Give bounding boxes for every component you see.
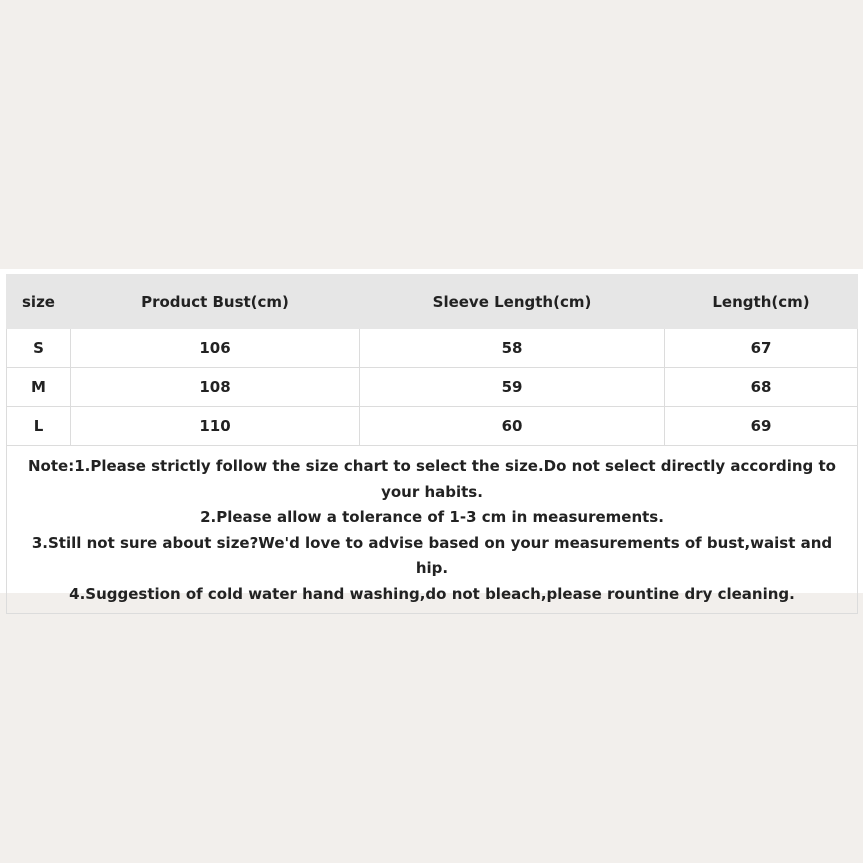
size-chart-table xyxy=(6,274,858,614)
notes-cell xyxy=(7,446,858,614)
cell-sleeve-length: 60 xyxy=(360,407,665,446)
note-line-3: 3.Still not sure about size?We'd love to advise based on your measurements of bust,waist and hip. xyxy=(31,533,833,577)
cell-product-bust: 108 xyxy=(71,368,360,407)
header-size: size xyxy=(7,275,71,329)
cell-length: 67 xyxy=(665,329,858,368)
note-line-1: Note:1.Please strictly follow the size chart to select the size.Do not select directly according to your habits. xyxy=(28,457,836,501)
cell-length: 69 xyxy=(665,407,858,446)
header-length: Length(cm) xyxy=(665,275,858,329)
cell-length: 68 xyxy=(665,368,858,407)
header-row xyxy=(7,275,858,329)
note-line-2: 2.Please allow a tolerance of 1-3 cm in measurements. xyxy=(200,508,664,526)
size-chart-panel xyxy=(0,269,863,603)
note-line-4: 4.Suggestion of cold water hand washing,do not bleach,please rountine dry cleaning. xyxy=(69,584,795,603)
cell-sleeve-length: 58 xyxy=(360,329,665,368)
notes-row xyxy=(7,446,858,614)
header-sleeve-length: Sleeve Length(cm) xyxy=(360,275,665,329)
cell-product-bust: 110 xyxy=(71,407,360,446)
cell-size: S xyxy=(7,329,71,368)
cell-product-bust: 106 xyxy=(71,329,360,368)
cell-size: M xyxy=(7,368,71,407)
table-row xyxy=(7,329,858,368)
header-product-bust: Product Bust(cm) xyxy=(71,275,360,329)
table-row xyxy=(7,407,858,446)
cell-sleeve-length: 59 xyxy=(360,368,665,407)
cell-size: L xyxy=(7,407,71,446)
table-row xyxy=(7,368,858,407)
